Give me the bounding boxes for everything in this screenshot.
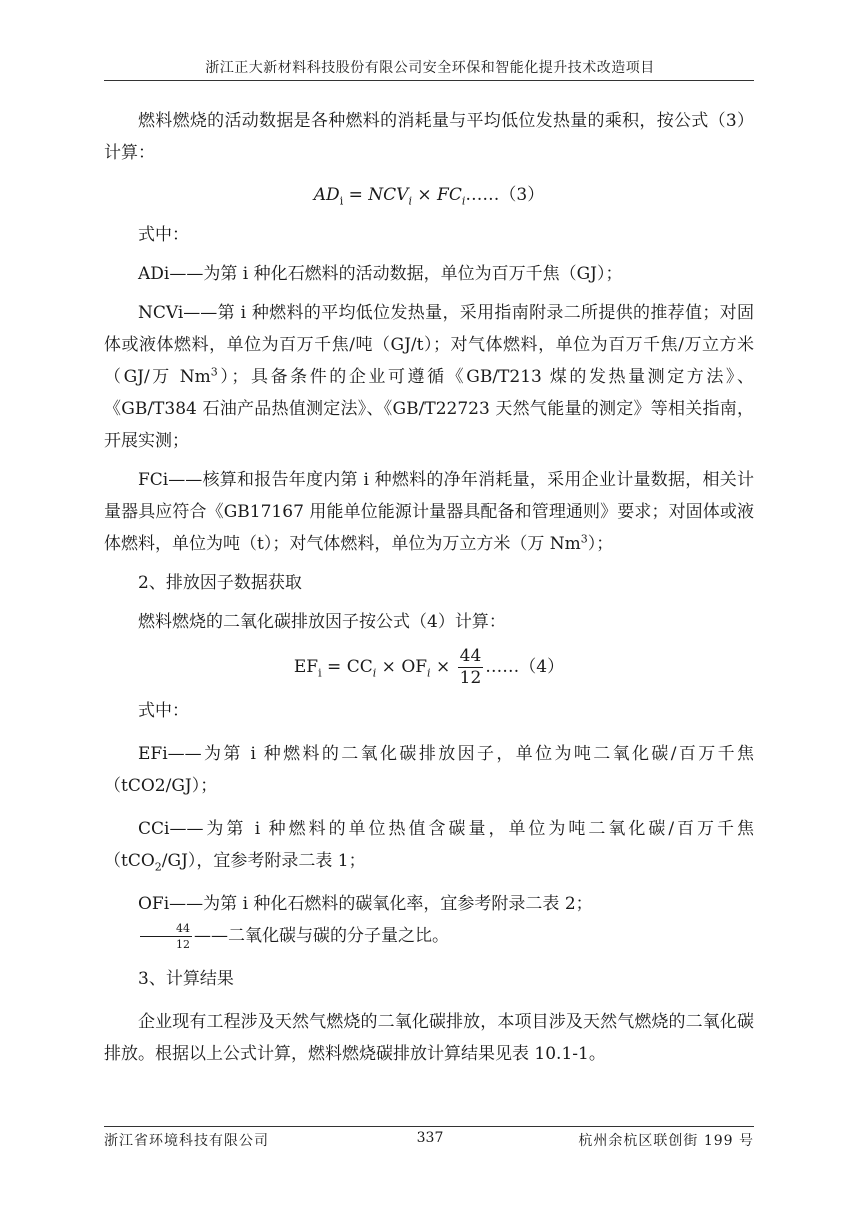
def-fci: FCi——核算和报告年度内第 i 种燃料的净年消耗量，采用企业计量数据，相关计量器具应符合《GB17167 用能单位能源计量器具配备和管理通则》要求；对固体或液体燃料，单位为吨（t）；对气体燃料，单位为万立方米（万 Nm$^3$）；: [104, 470, 754, 554]
where-label-2: 式中：: [138, 701, 189, 721]
intro-paragraph-2: 燃料燃烧的二氧化碳排放因子按公式（4）计算：: [138, 612, 506, 632]
page-header: 浙江正大新材料科技股份有限公司安全环保和智能化提升技术改造项目: [205, 60, 655, 76]
page-number: 337: [416, 1130, 444, 1146]
def-ncvi: NCVi——第 i 种燃料的平均低位发热量，采用指南附录二所提供的推荐值；对固体或液体燃料，单位为百万千焦/吨（GJ/t）；对气体燃料，单位为百万千焦/万立方米（GJ/万 Nm$^3$）；具备条件的企业可遵循《GB/T213 煤的发热量测定方法》、《GB/T384 石油产品热值测定法》、《GB/T22723 天然气能量的测定》等相关指南，开展实测；: [104, 303, 754, 451]
def-ofi: OFi——为第 i 种化石燃料的碳氧化率，宜参考附录二表 2；: [138, 894, 593, 914]
section-2-heading: 2、排放因子数据获取: [138, 573, 302, 593]
document-body: [104, 105, 754, 1070]
fraction-small: $\frac{44}{12}$: [140, 923, 192, 950]
section-3-heading: 3、计算结果: [138, 969, 234, 989]
formula-3: $AD_i = NCV_i$ × $FC_i\dots\dots(3)$: [313, 185, 545, 208]
result-paragraph: 企业现有工程涉及天然气燃烧的二氧化碳排放，本项目涉及天然气燃烧的二氧化碳排放。根据以上公式计算，燃料燃烧碳排放计算结果见表 10.1-1。: [104, 1012, 754, 1064]
def-efi: EFi——为第 i 种燃料的二氧化碳排放因子，单位为吨二氧化碳/百万千焦（tCO2/GJ）；: [104, 744, 754, 796]
def-cci: CCi——为第 i 种燃料的单位热值含碳量，单位为吨二氧化碳/百万千焦（tCO$_2$/GJ），宜参考附录二表 1；: [104, 819, 754, 874]
footer-address: 杭州余杭区联创街 199 号: [578, 1133, 754, 1149]
fraction-44-12: $\frac{44}{12}$: [459, 646, 482, 688]
formula-4: $EF_i = CC_i \times OF_i$ × $\frac{44}{12}$ ……（4）: [293, 646, 565, 688]
where-label-1: 式中：: [138, 225, 189, 245]
footer-rule: [104, 1126, 754, 1127]
def-adi: ADi——为第 i 种化石燃料的活动数据，单位为百万千焦（GJ）；: [138, 264, 623, 284]
def-ratio: $\frac{44}{12}$ ——二氧化碳与碳的分子量之比。: [104, 920, 754, 952]
header-rule: [104, 80, 754, 81]
footer-company: 浙江省环境科技有限公司: [104, 1133, 269, 1149]
intro-paragraph: 燃料燃烧的活动数据是各种燃料的消耗量与平均低位发热量的乘积，按公式（3）计算：: [104, 111, 754, 163]
